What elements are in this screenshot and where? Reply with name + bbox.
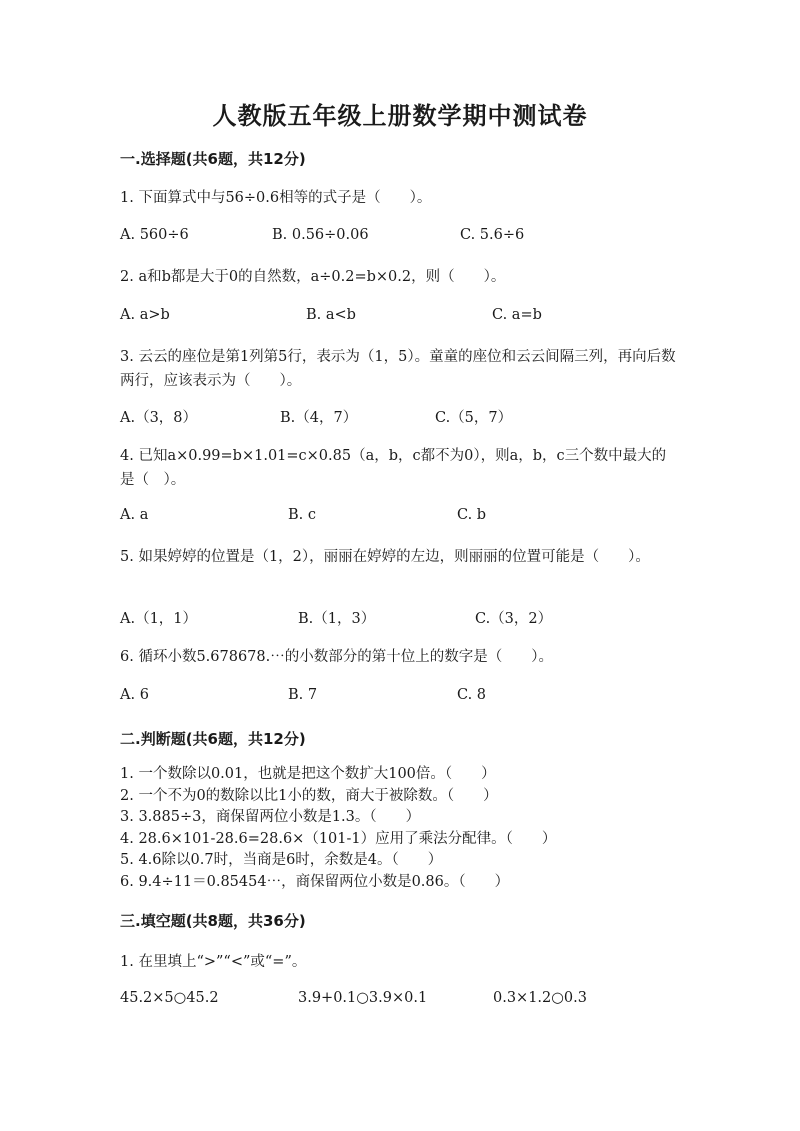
option-a: A. 560÷6	[120, 227, 189, 243]
option-a: A.（1，1）	[120, 611, 198, 627]
question-text: 6. 循环小数5.678678.⋯的小数部分的第十位上的数字是（ ）。	[120, 649, 553, 665]
question-text: 4. 已知a×0.99=b×1.01=c×0.85（a，b，c都不为0），则a，b，c三个数中最大的是（ ）。	[120, 448, 667, 488]
options-row	[120, 687, 680, 709]
option-b: B. a<b	[306, 307, 356, 323]
option-a: A.（3，8）	[120, 410, 198, 426]
option-c: C. b	[457, 507, 487, 523]
question-text: 1. 下面算式中与56÷0.6相等的式子是（ ）。	[120, 190, 432, 206]
option-b: B.（1，3）	[298, 611, 376, 627]
fill-item: 0.3×1.2○0.3	[493, 990, 587, 1006]
question-text: 1. 在里填上“>”“<”或“=”。	[120, 954, 307, 970]
option-b: B. 0.56÷0.06	[272, 227, 369, 243]
judgement-item: 5. 4.6除以0.7时，当商是6时，余数是4。（ ）	[120, 852, 443, 869]
option-c: C.（3，2）	[475, 611, 553, 627]
options-row	[120, 607, 680, 629]
option-b: B.（4，7）	[280, 410, 358, 426]
judgement-item: 2. 一个不为0的数除以比1小的数，商大于被除数。（ ）	[120, 787, 498, 804]
option-c: C. 5.6÷6	[460, 227, 525, 243]
judgement-item: 4. 28.6×101-28.6=28.6×（101-1）应用了乘法分配律。（ ）	[120, 830, 557, 847]
options-row	[120, 227, 680, 249]
fill-row	[120, 990, 680, 1012]
option-b: B. c	[288, 507, 316, 523]
option-a: A. a>b	[120, 307, 170, 323]
option-a: A. 6	[120, 687, 149, 703]
option-b: B. 7	[288, 687, 318, 703]
options-row	[120, 307, 680, 329]
options-row	[120, 406, 680, 428]
option-c: C. 8	[457, 687, 487, 703]
judgement-item: 6. 9.4÷11＝0.85454⋯，商保留两位小数是0.86。（ ）	[120, 873, 510, 890]
fill-item: 3.9+0.1○3.9×0.1	[298, 990, 428, 1006]
section-heading-choice: 一.选择题(共6题，共12分)	[120, 150, 306, 168]
judgement-item: 3. 3.885÷3，商保留两位小数是1.3。（ ）	[120, 809, 421, 826]
question-text: 5. 如果婷婷的位置是（1，2），丽丽在婷婷的左边，则丽丽的位置可能是（ ）。	[120, 549, 650, 565]
section-heading-fill: 三.填空题(共8题，共36分)	[120, 912, 306, 930]
judgement-item: 1. 一个数除以0.01，也就是把这个数扩大100倍。（ ）	[120, 766, 496, 782]
option-c: C.（5，7）	[435, 410, 513, 426]
options-row	[120, 507, 680, 529]
option-a: A. a	[120, 507, 149, 523]
option-c: C. a=b	[492, 307, 542, 323]
question-text: 2. a和b都是大于0的自然数，a÷0.2=b×0.2，则（ ）。	[120, 269, 506, 285]
question-text: 3. 云云的座位是第1列第5行，表示为（1，5）。童童的座位和云云间隔三列，再向后数两行，应该表示为（ ）。	[120, 349, 676, 389]
section-heading-judgement: 二.判断题(共6题，共12分)	[120, 730, 306, 748]
fill-item: 45.2×5○45.2	[120, 990, 219, 1006]
judgement-list	[120, 764, 556, 894]
exam-title: 人教版五年级上册数学期中测试卷	[212, 102, 588, 130]
